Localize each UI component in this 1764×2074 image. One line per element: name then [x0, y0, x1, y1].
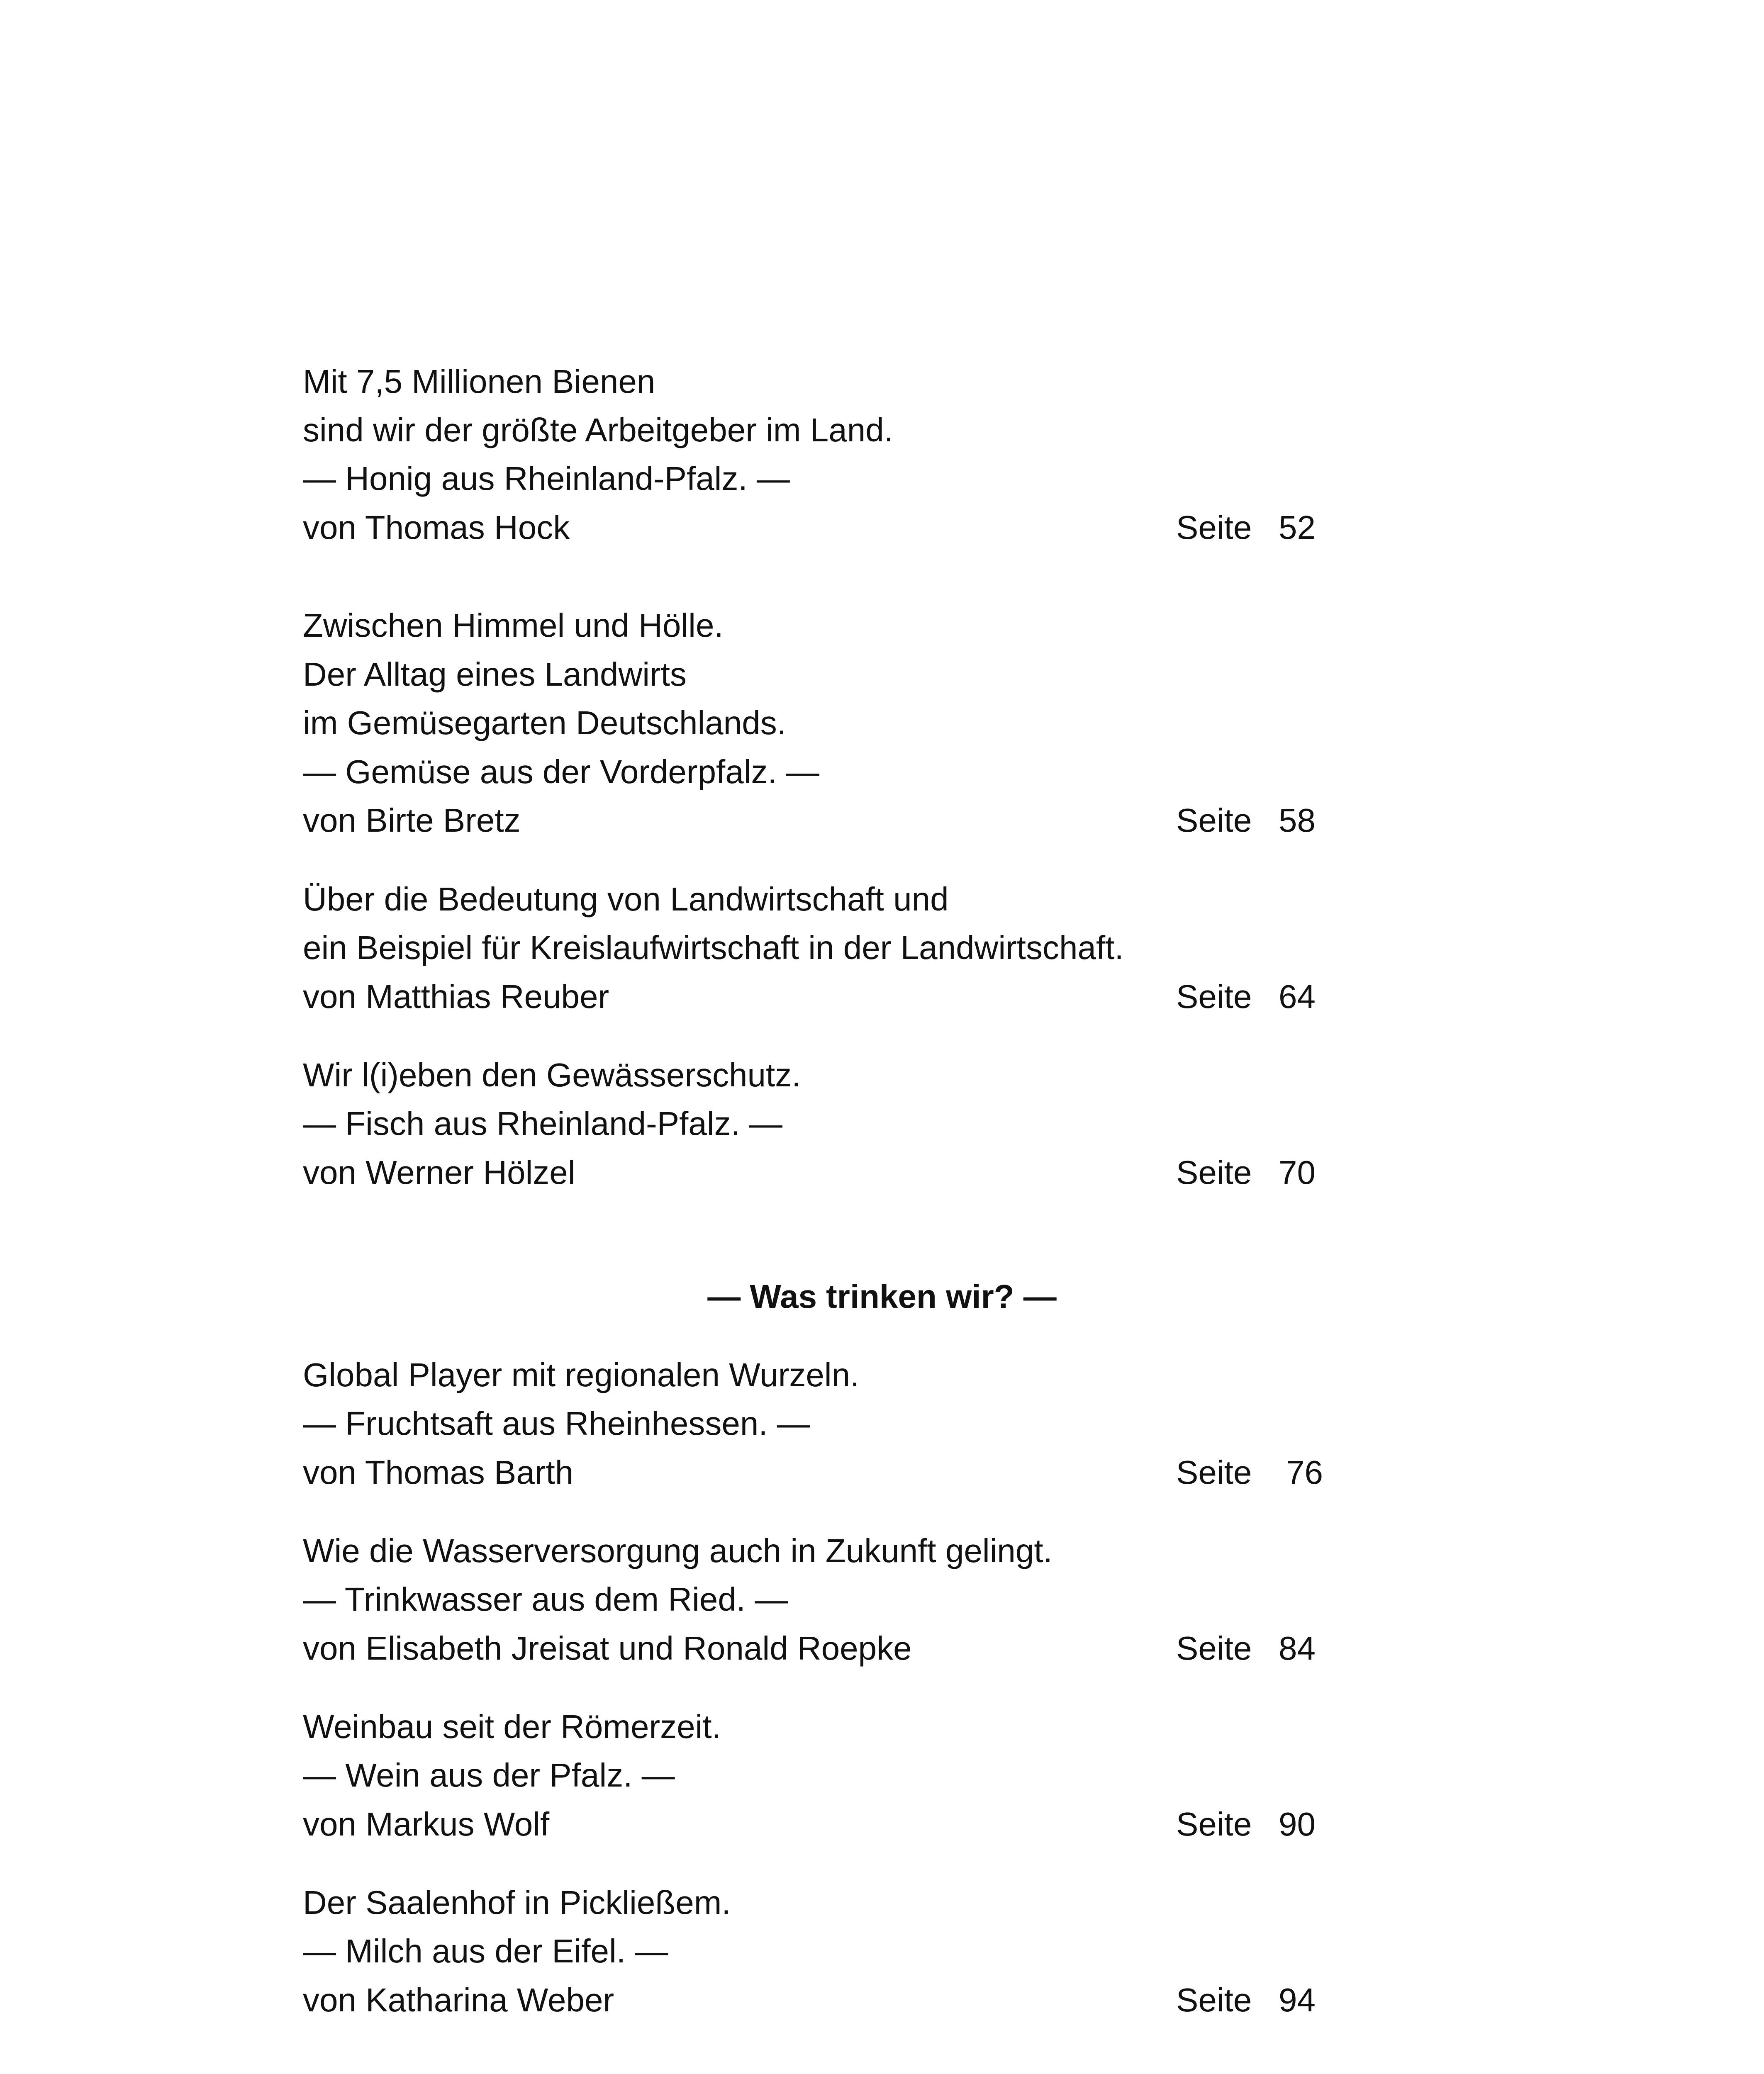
entry-title-line: Über die Bedeutung von Landwirtschaft und — [303, 881, 949, 918]
entry-author: von Elisabeth Jreisat und Ronald Roepke — [303, 1630, 912, 1667]
page-ref: 94 — [1279, 1981, 1316, 2018]
seite-label: Seite — [1176, 1981, 1252, 2018]
entry-title-line: Mit 7,5 Millionen Bienen — [303, 363, 655, 400]
entry-subtitle: — Trinkwasser aus dem Ried. — — [303, 1581, 788, 1618]
seite-label: Seite — [1176, 802, 1252, 839]
entry-subtitle: — Fruchtsaft aus Rheinhessen. — — [303, 1405, 810, 1442]
seite-label: Seite — [1176, 509, 1252, 546]
entry-author: von Thomas Barth — [303, 1454, 574, 1491]
entry-author: von Birte Bretz — [303, 802, 521, 839]
entry-author: von Katharina Weber — [303, 1981, 614, 2018]
seite-label: Seite — [1176, 1154, 1252, 1191]
page-ref: 64 — [1279, 978, 1316, 1015]
entry-subtitle: — Wein aus der Pfalz. — — [303, 1757, 675, 1794]
entry-title-line: im Gemüsegarten Deutschlands. — [303, 704, 786, 741]
entry-subtitle: — Gemüse aus der Vorderpfalz. — — [303, 753, 819, 790]
entry-author: von Thomas Hock — [303, 509, 570, 546]
entry-subtitle: — Honig aus Rheinland-Pfalz. — — [303, 460, 790, 497]
page-ref: 70 — [1279, 1154, 1316, 1191]
entry-title-line: Zwischen Himmel und Hölle. — [303, 607, 724, 644]
entry-title-line: Weinbau seit der Römerzeit. — [303, 1708, 721, 1745]
page-ref: 52 — [1279, 509, 1316, 546]
entry-author: von Werner Hölzel — [303, 1154, 575, 1191]
seite-label: Seite — [1176, 1630, 1252, 1667]
entry-title-line: sind wir der größte Arbeitgeber im Land. — [303, 411, 893, 448]
section-heading: — Was trinken wir? — — [707, 1278, 1057, 1315]
entry-title-line: Global Player mit regionalen Wurzeln. — [303, 1356, 860, 1393]
entry-title-line: Der Alltag eines Landwirts — [303, 656, 687, 693]
page-ref: 76 — [1286, 1454, 1323, 1491]
seite-label: Seite — [1176, 978, 1252, 1015]
entry-subtitle: — Fisch aus Rheinland-Pfalz. — — [303, 1105, 783, 1142]
entry-title-line: ein Beispiel für Kreislaufwirtschaft in der Landwirtschaft. — [303, 929, 1124, 966]
entry-author: von Matthias Reuber — [303, 978, 609, 1015]
entry-title-line: Wie die Wasserversorgung auch in Zukunft gelingt. — [303, 1532, 1053, 1569]
entry-title-line: Wir l(i)eben den Gewässerschutz. — [303, 1056, 801, 1093]
page-ref: 90 — [1279, 1806, 1316, 1843]
page-ref: 84 — [1279, 1630, 1316, 1667]
entry-subtitle: — Milch aus der Eifel. — — [303, 1933, 668, 1969]
entry-author: von Markus Wolf — [303, 1806, 550, 1843]
entry-title-line: Der Saalenhof in Pickließem. — [303, 1884, 731, 1921]
seite-label: Seite — [1176, 1454, 1252, 1491]
page-ref: 58 — [1279, 802, 1316, 839]
seite-label: Seite — [1176, 1806, 1252, 1843]
